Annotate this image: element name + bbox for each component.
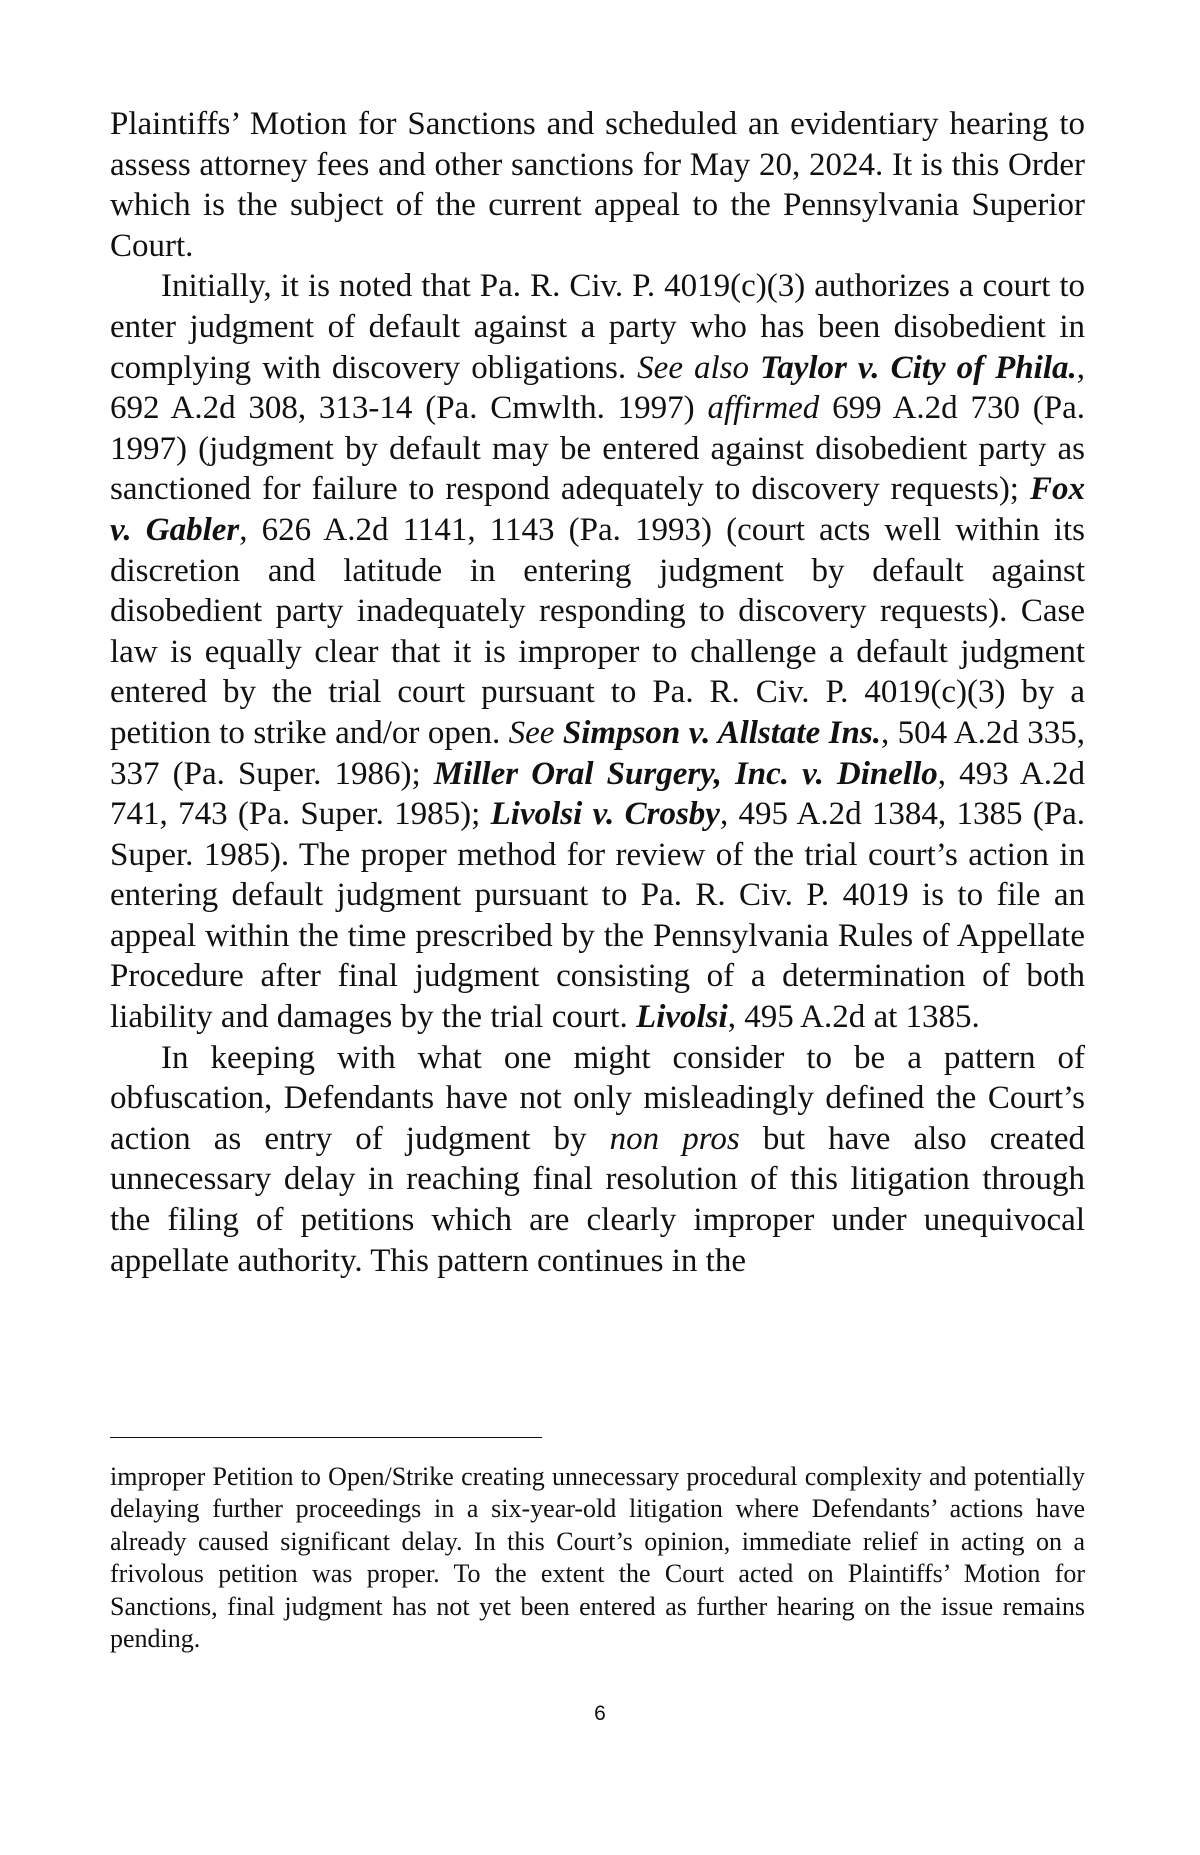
signal-see-also: See also xyxy=(637,349,750,386)
citation-text: , 692 A.2d 308, 313-14 (Pa. Cmwlth. 1997) xyxy=(110,349,1085,427)
citation-text: , 495 A.2d at 1385. xyxy=(727,999,980,1036)
body-text xyxy=(110,104,1085,1281)
case-name-fox: Fox v. Gabler xyxy=(110,471,1085,548)
paragraph-text: but have also created unnecessary delay in reaching final resolution of this litigation through the filing of petitions which are clearly improper under unequivocal appellate authority. This pattern continues in the xyxy=(110,1120,1085,1279)
footnote-divider xyxy=(110,1437,542,1438)
citation-text: 699 A.2d 730 (Pa. 1997) (judgment by default may be entered against disobedient party as sanctioned for failure to respond adequately to discovery requests); xyxy=(110,390,1086,508)
paragraph-text: Plaintiffs’ Motion for Sanctions and scheduled an evidentiary hearing to assess attorney fees and other sanctions for May 20, 2024. It is this Order which is the subject of the current appeal to the Pennsylvania Superior Court. xyxy=(110,106,1085,264)
signal-see: See xyxy=(508,714,555,751)
citation-text: , 495 A.2d 1384, 1385 (Pa. Super. 1985). The proper method for review of the trial court’s action in entering default judgment pursuant to Pa. R. Civ. P. 4019 is to file an appeal within the time prescribed by the Pennsylvania Rules of Appellate Procedure after final judgment consisting of a determination of both liability and damages by the trial court. xyxy=(110,796,1085,1036)
case-name-livolsi: Livolsi v. Crosby xyxy=(490,796,720,833)
footnote-text: improper Petition to Open/Strike creating unnecessary procedural complexity and potentially delaying further proceedings in a six-year-old litigation where Defendants’ actions have already caused significant delay. In this Court’s opinion, immediate relief in acting on a frivolous petition was proper. To the extent the Court acted on Plaintiffs’ Motion for Sanctions, final judgment has not yet been entered as further hearing on the issue remains pending. xyxy=(110,1462,1085,1654)
page-number: 6 xyxy=(594,1702,606,1725)
citation-text: , 626 A.2d 1141, 1143 (Pa. 1993) (court acts well within its discretion and latitude in entering judgment by default against disobedient party inadequately responding to discovery requests). Case law is equally clear that it is improper to challenge a default judgment entered by the trial court pursuant to Pa. R. Civ. P. 4019(c)(3) by a petition to strike and/or open. xyxy=(110,511,1085,751)
case-name-livolsi-short: Livolsi xyxy=(636,999,728,1036)
case-name-miller: Miller Oral Surgery, Inc. v. Dinello xyxy=(433,755,938,792)
paragraph xyxy=(110,1038,1085,1282)
paragraph-text: Initially, it is noted that Pa. R. Civ. P. 4019(c)(3) authorizes a court to enter judgment of default against a party who has been disobedient in complying with discovery obligations. xyxy=(110,268,1085,386)
signal-affirmed: affirmed xyxy=(707,390,820,427)
paragraph-text: In keeping with what one might consider to be a pattern of obfuscation, Defendants have not only misleadingly defined the Court’s action as entry of judgment by xyxy=(110,1039,1085,1157)
citation-text: , 493 A.2d 741, 743 (Pa. Super. 1985); xyxy=(110,755,1086,833)
case-name-taylor: Taylor v. City of Phila. xyxy=(760,349,1077,386)
case-name-simpson: Simpson v. Allstate Ins. xyxy=(562,714,881,751)
citation-text: , 504 A.2d 335, 337 (Pa. Super. 1986); xyxy=(110,714,1086,792)
paragraph xyxy=(110,104,1085,266)
term-non-pros: non pros xyxy=(609,1120,740,1157)
paragraph xyxy=(110,266,1085,1037)
